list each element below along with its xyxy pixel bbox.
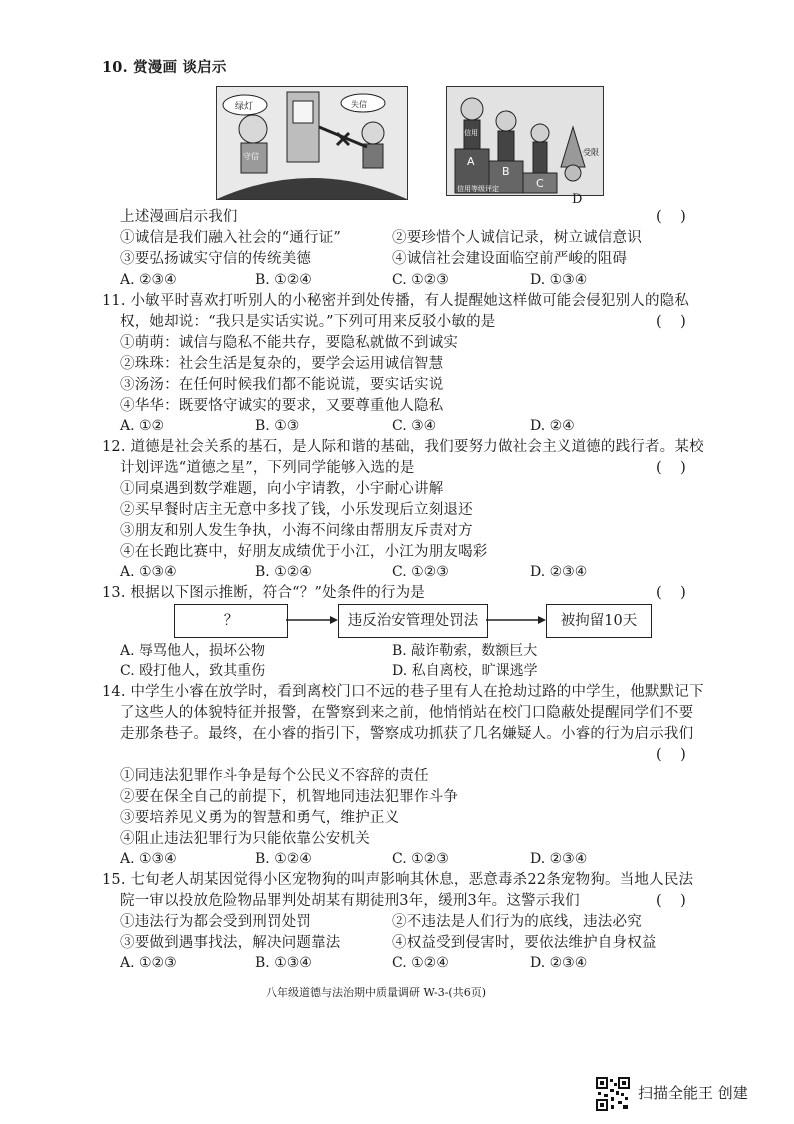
q13-option-a[interactable]: A. 辱骂他人，损坏公物 xyxy=(120,643,266,659)
q12-stem-line-1: 12. 道德是社会关系的基石，是人际和谐的基础，我们要努力做社会主义道德的践行者。某校 xyxy=(102,439,704,455)
cartoon2-label-d: D xyxy=(572,192,583,207)
q11-stem-line-1: 11. 小敏平时喜欢打听别人的小秘密并到处传播，有人提醒她这样做可能会侵犯别人的隐私 xyxy=(102,293,690,309)
q10-option-d[interactable]: D. ①③④ xyxy=(530,272,588,288)
q12-option-d[interactable]: D. ②③④ xyxy=(530,564,588,580)
cartoon1-label-trust: 守信 xyxy=(243,152,259,161)
q11-stmt-4: ④华华：既要恪守诚实的要求，又要尊重他人隐私 xyxy=(120,398,444,414)
q10-title: 10. 赏漫画 谈启示 xyxy=(102,59,227,76)
q13-option-b[interactable]: B. 敲诈勒索，数额巨大 xyxy=(392,643,538,659)
cartoon2-label-credit: 信用 xyxy=(464,129,478,137)
q12-option-b[interactable]: B. ①②④ xyxy=(255,564,312,580)
q14-stmt-4: ④阻止违法犯罪行为只能依靠公安机关 xyxy=(120,831,370,847)
q12-stem-line-2: 计划评选“道德之星”，下列同学能够入选的是 xyxy=(120,460,415,476)
q11-option-d[interactable]: D. ②④ xyxy=(530,418,575,434)
flow-box-violation: 违反治安管理处罚法 xyxy=(338,604,488,638)
flow-arrow-2-icon xyxy=(486,612,546,628)
q11-stmt-2: ②珠珠：社会生活是复杂的，要学会运用诚信智慧 xyxy=(120,356,444,372)
q11-answer-paren: ( ) xyxy=(656,314,686,330)
q15-stmt-4: ④权益受到侵害时，要依法维护自身权益 xyxy=(392,935,657,951)
page-footer: 八年级道德与法治期中质量调研 W-3-(共6页) xyxy=(266,986,487,999)
q10-stmt-2: ②要珍惜个人诚信记录，树立诚信意识 xyxy=(392,230,642,246)
q15-stmt-3: ③要做到遇事找法，解决问题靠法 xyxy=(120,935,341,951)
cartoon-1-illustration xyxy=(217,87,407,199)
q14-option-c[interactable]: C. ①②③ xyxy=(392,851,449,867)
q12-answer-paren: ( ) xyxy=(656,460,686,476)
q10-stmt-1: ①诚信是我们融入社会的“通行证” xyxy=(120,230,342,246)
q14-stem-line-3: 走那条巷子。最终，在小睿的指引下，警察成功抓获了几名嫌疑人。小睿的行为启示我们 xyxy=(120,726,694,742)
flow-box-detention: 被拘留10天 xyxy=(546,604,652,638)
flow-box-unknown: ？ xyxy=(174,604,288,638)
q12-stmt-2: ②买早餐时店主无意中多找了钱，小乐发现后立刻退还 xyxy=(120,502,473,518)
q10-stmt-4: ④诚信社会建设面临空前严峻的阻碍 xyxy=(392,251,628,267)
cartoon-integrity-gate xyxy=(216,86,408,200)
cartoon2-label-c: C xyxy=(536,177,544,190)
q11-option-c[interactable]: C. ③④ xyxy=(392,418,437,434)
cartoon-2-illustration xyxy=(447,87,603,195)
cartoon2-label-limited: 受限 xyxy=(583,148,599,157)
q12-option-a[interactable]: A. ①③④ xyxy=(120,564,177,580)
cartoon2-label-a: A xyxy=(467,155,475,168)
q11-stmt-1: ①萌萌：诚信与隐私不能共存，要隐私就做不到诚实 xyxy=(120,335,459,351)
cartoon1-label-distrust: 失信 xyxy=(351,100,367,109)
q11-option-a[interactable]: A. ①② xyxy=(120,418,165,434)
q10-option-a[interactable]: A. ②③④ xyxy=(120,272,177,288)
q11-option-b[interactable]: B. ①③ xyxy=(255,418,300,434)
q10-stem: 上述漫画启示我们 xyxy=(120,209,238,225)
q11-stmt-3: ③汤汤：在任何时候我们都不能说谎，要实话实说 xyxy=(120,377,444,393)
q13-stem: 13. 根据以下图示推断，符合“？”处条件的行为是 xyxy=(102,585,425,601)
cartoon-credit-levels xyxy=(446,86,604,196)
q14-stmt-1: ①同违法犯罪作斗争是每个公民义不容辞的责任 xyxy=(120,768,429,784)
q12-stmt-3: ③朋友和别人发生争执，小海不问缘由帮朋友斥责对方 xyxy=(120,523,473,539)
q13-option-c[interactable]: C. 殴打他人，致其重伤 xyxy=(120,663,266,679)
q15-stmt-1: ①违法行为都会受到刑罚处罚 xyxy=(120,914,312,930)
q15-answer-paren: ( ) xyxy=(656,893,686,909)
qr-code-icon xyxy=(596,1077,630,1111)
q14-answer-paren: ( ) xyxy=(656,747,686,763)
cartoon2-label-b: B xyxy=(502,165,510,178)
q15-option-a[interactable]: A. ①②③ xyxy=(120,955,177,971)
cartoon2-label-rating: 信用等级评定 xyxy=(457,185,499,193)
q10-option-b[interactable]: B. ①②④ xyxy=(255,272,312,288)
q11-stem-line-2: 权，她却说：“我只是实话实说。”下列可用来反驳小敏的是 xyxy=(120,314,496,330)
q14-option-b[interactable]: B. ①②④ xyxy=(255,851,312,867)
q15-stem-line-1: 15. 七旬老人胡某因觉得小区宠物狗的叫声影响其休息，恶意毒杀22条宠物狗。当地人民法 xyxy=(102,872,694,888)
q14-option-a[interactable]: A. ①③④ xyxy=(120,851,177,867)
q14-option-d[interactable]: D. ②③④ xyxy=(530,851,588,867)
q15-option-c[interactable]: C. ①②④ xyxy=(392,955,449,971)
q15-option-d[interactable]: D. ②③④ xyxy=(530,955,588,971)
q15-stmt-2: ②不违法是人们行为的底线，违法必究 xyxy=(392,914,642,930)
q10-answer-paren: ( ) xyxy=(656,209,686,225)
q12-stmt-1: ①同桌遇到数学难题，向小宇请教，小宇耐心讲解 xyxy=(120,481,444,497)
q14-stem-line-2: 了这些人的体貌特征并报警，在警察到来之前，他悄悄站在校门口隐蔽处提醒同学们不要 xyxy=(120,705,694,721)
q13-option-d[interactable]: D. 私自离校，旷课逃学 xyxy=(392,663,538,679)
q14-stmt-2: ②要在保全自己的前提下，机智地同违法犯罪作斗争 xyxy=(120,789,459,805)
q12-option-c[interactable]: C. ①②③ xyxy=(392,564,449,580)
cartoon1-label-green: 绿灯 xyxy=(235,102,254,112)
q12-stmt-4: ④在长跑比赛中，好朋友成绩优于小江，小江为朋友喝彩 xyxy=(120,544,488,560)
q13-answer-paren: ( ) xyxy=(656,585,686,601)
flow-arrow-1-icon xyxy=(286,612,338,628)
q15-option-b[interactable]: B. ①③④ xyxy=(255,955,312,971)
q15-stem-line-2: 院一审以投放危险物品罪判处胡某有期徒刑3年，缓刑3年。这警示我们 xyxy=(120,893,580,909)
q14-stem-line-1: 14. 中学生小睿在放学时，看到离校门口不远的巷子里有人在抢劫过路的中学生，他默默记下 xyxy=(102,684,704,700)
q10-stmt-3: ③要弘扬诚实守信的传统美德 xyxy=(120,251,312,267)
q14-stmt-3: ③要培养见义勇为的智慧和勇气，维护正义 xyxy=(120,810,400,826)
q10-option-c[interactable]: C. ①②③ xyxy=(392,272,449,288)
scanner-watermark: 扫描全能王 创建 xyxy=(638,1084,748,1102)
